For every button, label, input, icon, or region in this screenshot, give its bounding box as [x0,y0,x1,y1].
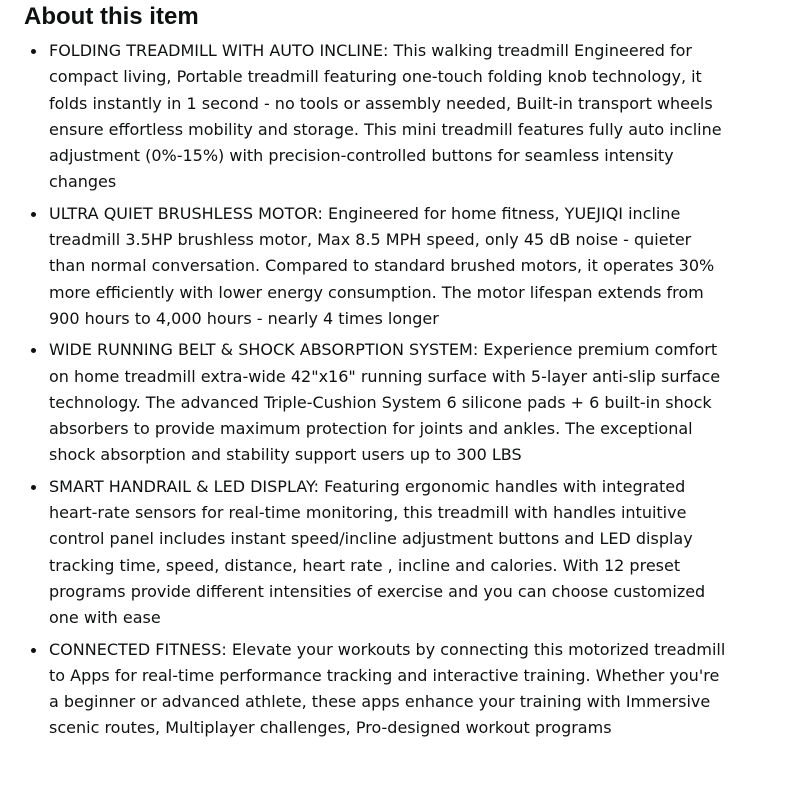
section-title: About this item [24,3,199,30]
bullet-dot-icon [31,648,36,653]
feature-bullet-list [24,38,800,742]
bullet-dot-icon [31,212,36,217]
feature-bullet-running-belt [24,337,729,468]
feature-bullet-text: CONNECTED FITNESS: Elevate your workouts by connecting this motorized treadmill to Apps for real-time performance tracking and interactive training. Whether you're a beginner or advanced athlete, these apps enhance your training with Immersive scenic routes, Multiplayer challenges, Pro-designed workout programs [49,639,726,738]
feature-bullet-text: FOLDING TREADMILL WITH AUTO INCLINE: This walking treadmill Engineered for compact living, Portable treadmill featuring one-touch folding knob technology, it folds instantly in 1 second - no tools or assembly needed, Built-in transport wheels ensure effortless mobility and storage. This mini treadmill features fully auto incline adjustment (0%-15%) with precision-controlled buttons for seamless intensity changes [49,41,722,192]
feature-bullet-motor [24,201,729,332]
bullet-dot-icon [31,49,36,54]
feature-bullet-handrail [24,474,729,632]
bullet-dot-icon [31,348,36,353]
feature-bullet-folding [24,38,729,196]
feature-bullet-connected [24,637,729,742]
feature-bullet-text: WIDE RUNNING BELT & SHOCK ABSORPTION SYSTEM: Experience premium comfort on home treadmill extra-wide 42"x16" running surface with 5-layer anti-slip surface technology. The advanced Triple-Cushion System 6 silicone pads + 6 built-in shock absorbers to provide maximum protection for joints and ankles. The exceptional shock absorption and stability support users up to 300 LBS [49,340,721,465]
feature-bullet-text: SMART HANDRAIL & LED DISPLAY: Featuring ergonomic handles with integrated heart-rate sensors for real-time monitoring, this treadmill with handles intuitive control panel includes instant speed/incline adjustment buttons and LED display tracking time, speed, distance, heart rate , incline and calories. With 12 preset programs provide different intensities of exercise and you can choose customized one with ease [49,476,706,628]
feature-bullet-text: ULTRA QUIET BRUSHLESS MOTOR: Engineered for home fitness, YUEJIQI incline treadmill 3.5HP brushless motor, Max 8.5 MPH speed, only 45 dB noise - quieter than normal conversation. Compared to standard brushed motors, it operates 30% more efficiently with lower energy consumption. The motor lifespan extends from 900 hours to 4,000 hours - nearly 4 times longer [49,203,715,328]
bullet-dot-icon [31,485,36,490]
